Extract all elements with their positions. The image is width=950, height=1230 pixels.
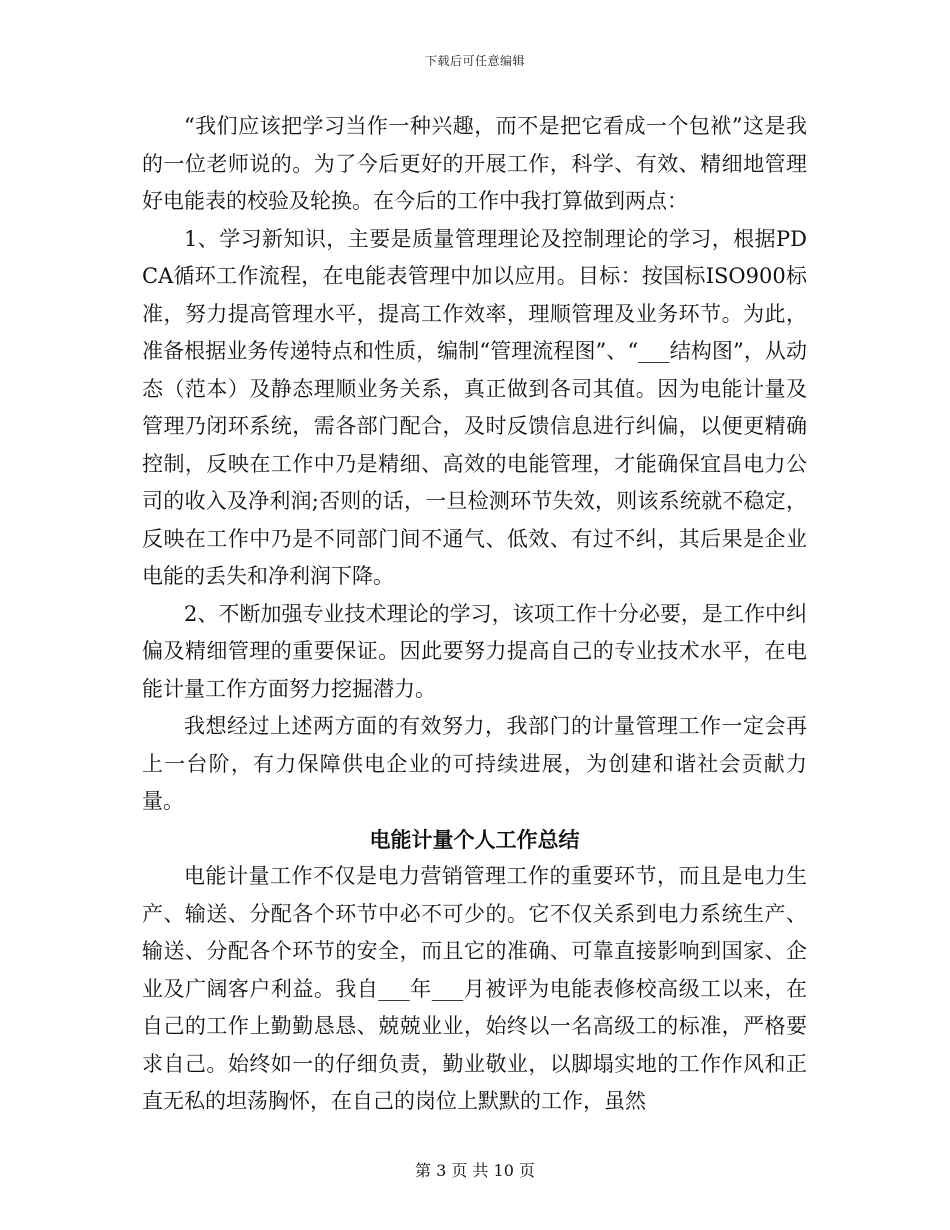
paragraph-intro: “我们应该把学习当作一种兴趣，而不是把它看成一个包袱”这是我的一位老师说的。为了今后更好的开展工作，科学、有效、精细地管理好电能表的校验及轮换。在今后的工作中我打算做到两点：: [142, 114, 807, 213]
document-body: [142, 108, 807, 1121]
section-paragraph: 电能计量工作不仅是电力营销管理工作的重要环节，而且是电力生产、输送、分配各个环节中必不可少的。它不仅关系到电力系统生产、输送、分配各个环节的安全，而且它的准确、可靠直接影响到国家、企业及广阔客户利益。我自___年___月被评为电能表修校高级工以来，在自己的工作上勤勤恳恳、兢兢业业，始终以一名高级工的标准，严格要求自己。始终如一的仔细负责，勤业敬业，以脚塌实地的工作作风和正直无私的坦荡胸怀，在自己的岗位上默默的工作，虽然: [142, 864, 807, 1113]
page-footer: 第 3 页 共 10 页: [415, 1161, 535, 1180]
page-header: 下载后可任意编辑: [424, 54, 525, 68]
section-title: 电能计量个人工作总结: [369, 826, 580, 852]
paragraph-point-1: 1、学习新知识，主要是质量管理理论及控制理论的学习，根据PDCA循环工作流程，在电能表管理中加以应用。目标：按国标ISO900标准，努力提高管理水平，提高工作效率，理顺管理及业务环节。为此，准备根据业务传递特点和性质，编制“管理流程图”、“___结构图”，从动态（范本）及静态理顺业务关系，真正做到各司其值。因为电能计量及管理乃闭环系统，需各部门配合，及时反馈信息进行纠偏，以便更精确控制，反映在工作中乃是精细、高效的电能管理，才能确保宜昌电力公司的收入及净利润;否则的话，一旦检测环节失效，则该系统就不稳定，反映在工作中乃是不同部门间不通气、低效、有过不纠，其后果是企业电能的丢失和净利润下降。: [142, 226, 807, 588]
paragraph-conclusion: 我想经过上述两方面的有效努力，我部门的计量管理工作一定会再上一台阶，有力保障供电企业的可持续进展，为创建和谐社会贡献力量。: [142, 714, 807, 813]
paragraph-point-2: 2、不断加强专业技术理论的学习，该项工作十分必要，是工作中纠偏及精细管理的重要保证。因此要努力提高自己的专业技术水平，在电能计量工作方面努力挖掘潜力。: [142, 601, 807, 701]
